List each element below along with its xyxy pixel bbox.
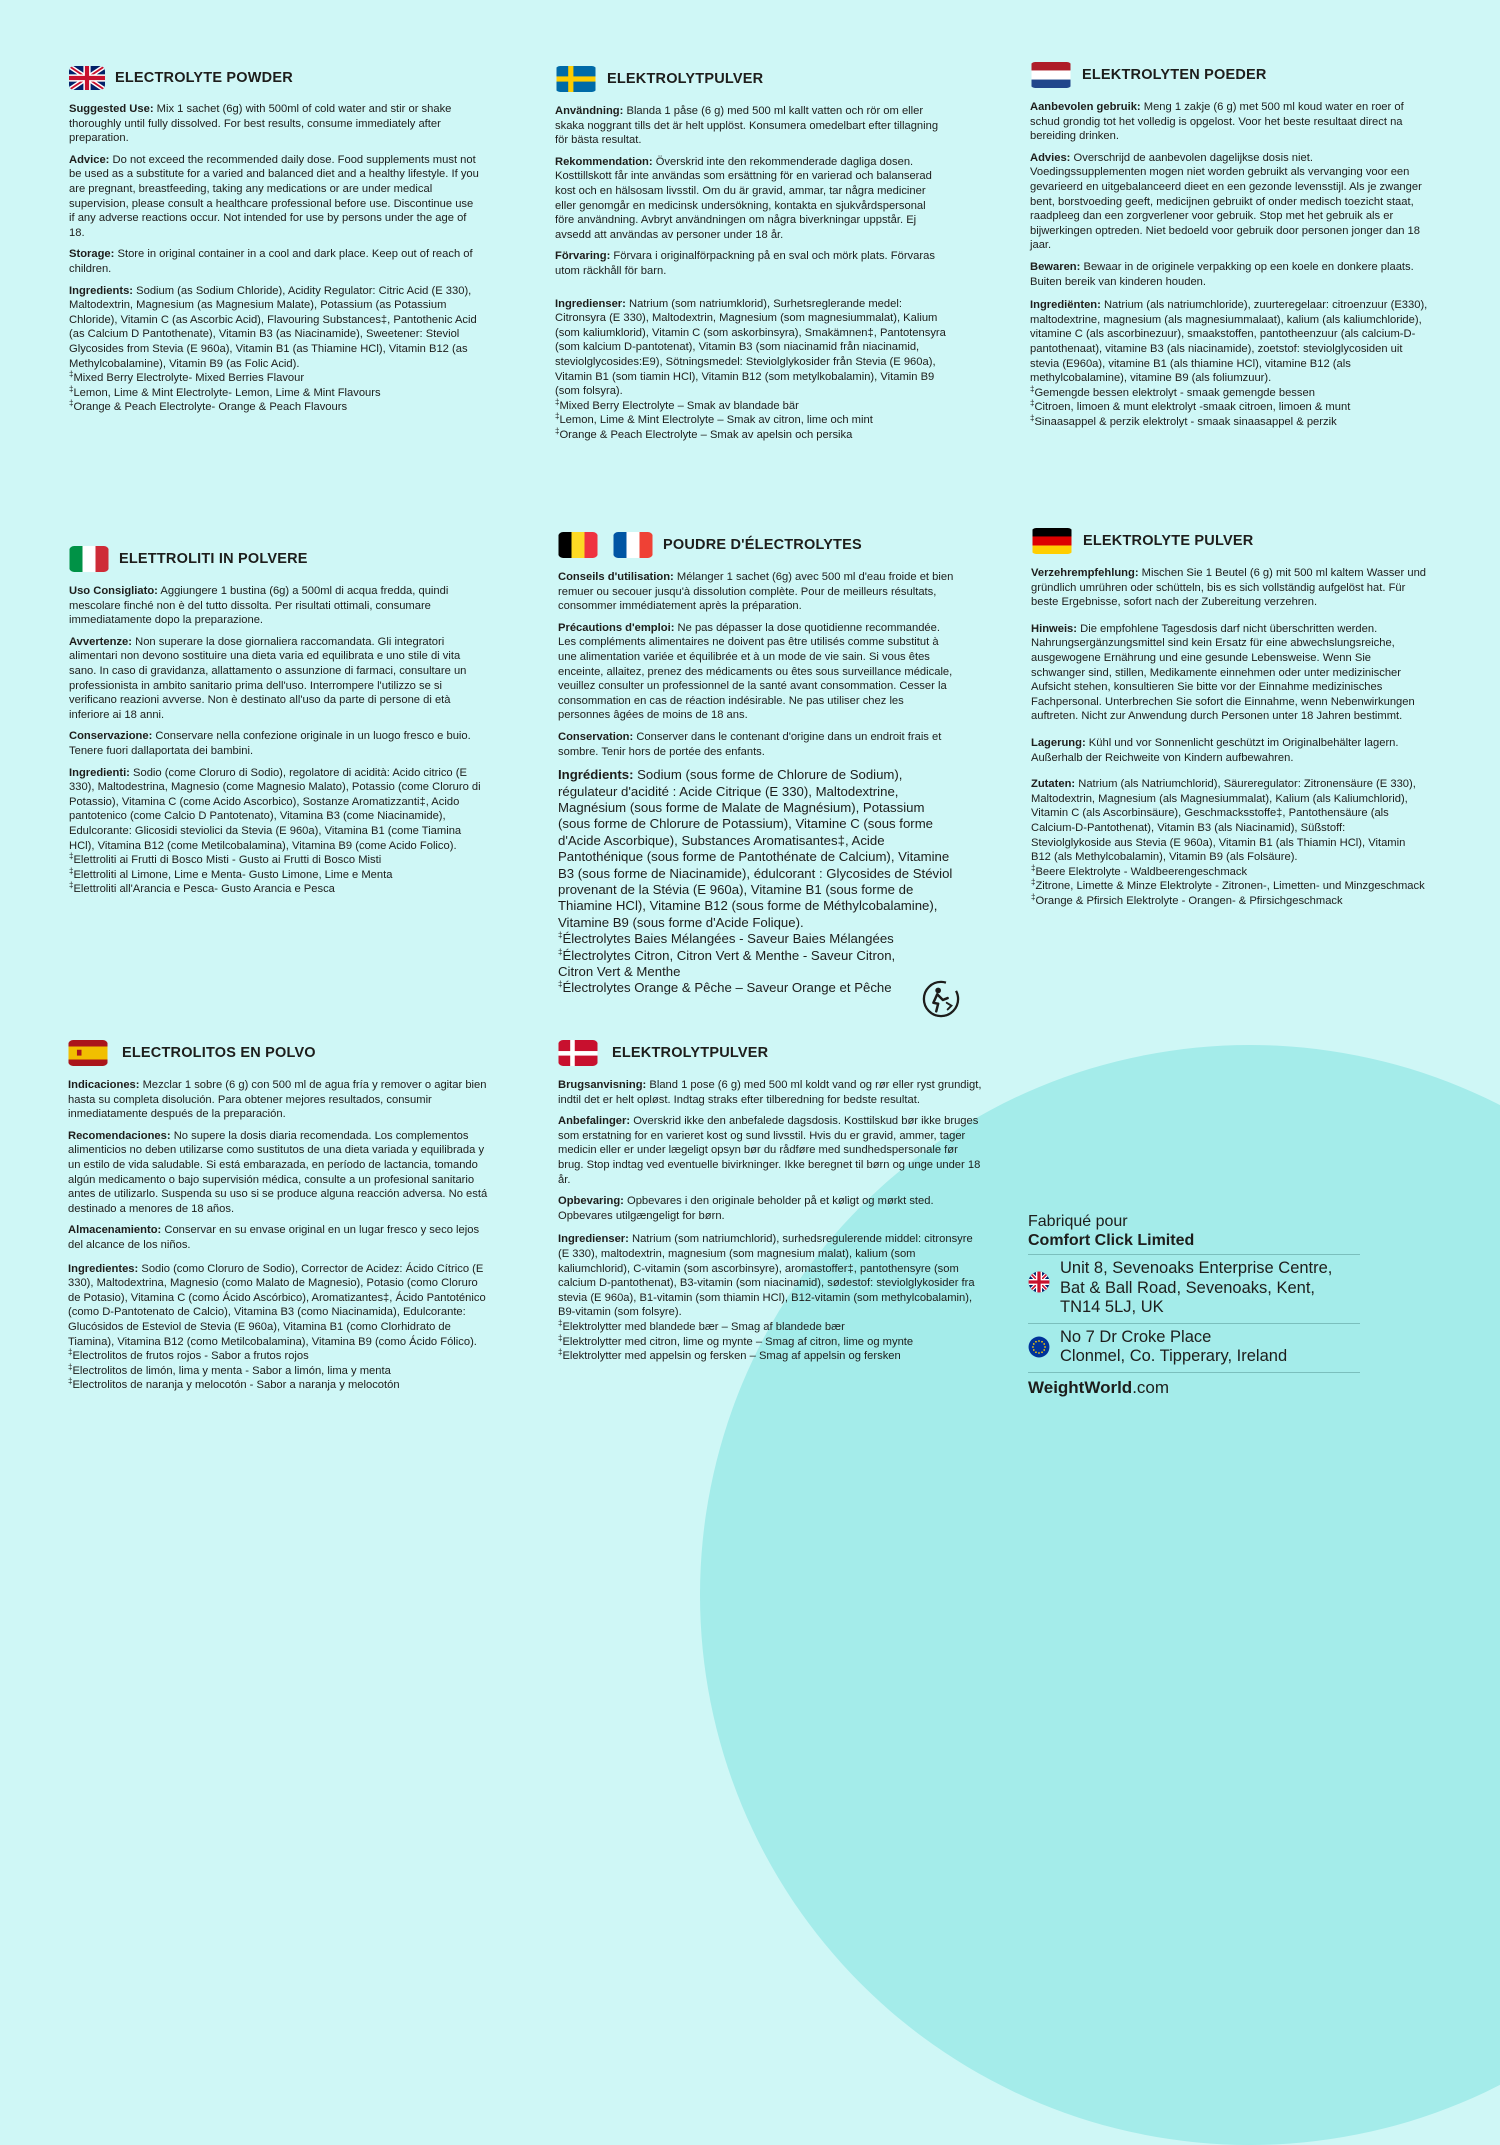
ingredients: Ingredientes: Sodio (como Cloruro de Sodio), Corrector de Acidez: Ácido Cítrico (E 330), Maltodextrina, Magnesio (como Malato de Magnesio), Potasio (como Cloruro de Potasio), Vitamina C (como Ácido Ascórbico), Aromatizantes‡, Ácido Pantoténico (como D-Pantotenato de Calcio), Vitamina B3 (como Niacinamida), Edulcorante: Glucósidos de Esteviol de Stevia (E 960a), Vitamina B1 (como Clorhidrato de Tiamina), Vitamina B12 (como Metilcobalamina), Vitamina B9 (como Ácido Fólico). [68, 1262, 486, 1348]
storage: Opbevaring: Opbevares i den originale beholder på et køligt og mørkt sted. Opbevares utilgængeligt for børn. [558, 1195, 934, 1222]
triman-recycling-icon [922, 980, 960, 1018]
suggested-use: Suggested Use: Mix 1 sachet (6g) with 500ml of cold water and stir or shake thoroughly until fully dissolved. For best results, consume immediately after preparation. [69, 103, 452, 145]
suggested-use: Uso Consigliato: Aggiungere 1 bustina (6g) a 500ml di acqua fredda, quindi mescolare finché non è del tutto dissolta. Per risultati ottimali, consumare immediatamente dopo la preparazione. [69, 585, 449, 627]
storage: Storage: Store in original container in a cool and dark place. Keep out of reach of children. [69, 248, 473, 275]
germany-flag-icon [1031, 528, 1073, 554]
advice: Anbefalinger: Overskrid ikke den anbefalede dagsdosis. Kosttilskud bør ikke bruges som erstatning for en varieret kost og sund livsstil. Hvis du er gravid, ammer, tager medicin eller er under lægeligt opsyn bør du rådføre med sundhedspersonale før brug. Stop indtag ved eventuelle bivirkninger. Ikke beregnet til børn og unge under 18 år. [558, 1115, 981, 1186]
advice: Hinweis: Die empfohlene Tagesdosis darf nicht überschritten werden. Nahrungsergänzungsmittel sind kein Ersatz für eine abwechslungsreiche, ausgewogene Ernährung und eine gesunde Lebensweise. Wenn Sie schwanger sind, stillen, Medikamente einnehmen oder unter medizinischer Aufsicht stehen, konsultieren Sie bitte vor der Einnahme medizinisches Fachpersonal. Unterbrechen Sie sofort die Einnahme, wenn Nebenwirkungen auftreten. Nicht zur Anwendung durch Personen unter 18 Jahren bestimmt. [1031, 622, 1415, 723]
precautions: Précautions d'emploi: Ne pas dépasser la dose quotidienne recommandée. Les compléments alimentaires ne doivent pas être utilisés comme substitut à une alimentation variée et équilibrée et à un mode de vie sain. Si vous êtes enceinte, allaitez, prenez des médicaments ou êtes sous surveillance médicale, veuillez consulter un professionnel de la santé avant consommation. Cesser la consommation en cas de réaction indésirable. Ne pas utiliser chez les personnes âgées de moins de 18 ans. [558, 621, 953, 722]
section-title: ELEKTROLYTEN POEDER [1082, 66, 1267, 83]
manufacturer-block [1028, 1212, 1360, 1398]
section-title: ELECTROLYTE POWDER [115, 69, 293, 86]
ingredients: Ingredienser: Natrium (som natriumchlorid), surhedsregulerende middel: citronsyre (E 330), maltodextrin, magnesium (som magnesium malat), kalium (som kaliumchlorid), C-vitamin (som ascorbinsyre), aromastoffer‡, pantothensyre (som calcium D-pantothenat), B3-vitamin (som niacinamid), sødestof: steviolglykosider fra stevia (E 960a), B1-vitamin (som thiamin HCl), B12-vitamin (som methylcobalamin), B9-vitamin (som folsyre). [558, 1233, 975, 1319]
spain-flag-icon [68, 1040, 108, 1066]
section-header [69, 66, 481, 90]
flavour-line: ‡Lemon, Lime & Mint Electrolyte- Lemon, Lime & Mint Flavours [69, 383, 381, 399]
section-header [1031, 528, 1427, 554]
belgium-flag-icon [558, 532, 598, 558]
recommendation: Verzehrempfehlung: Mischen Sie 1 Beutel (6 g) mit 500 ml kaltem Wasser und gründlich umrühren oder schütteln, bis es sich vollständig aufgelöst hat. Für beste Ergebnisse, sofort nach der Zubereitung verzehren. [1031, 567, 1427, 609]
flavour-line: ‡Électrolytes Orange & Pêche – Saveur Orange et Pêche [558, 980, 892, 996]
section-title: ELETTROLITI IN POLVERE [119, 550, 308, 567]
section-dutch [1030, 62, 1428, 429]
section-header [555, 66, 947, 92]
flavour-line: ‡Elettroliti all'Arancia e Pesca- Gusto Arancia e Pesca [69, 880, 335, 896]
flavour-line: ‡Sinaasappel & perzik elektrolyt - smaak sinaasappel & perzik [1030, 413, 1337, 428]
section-german [1031, 528, 1427, 908]
flavour-line: ‡Citroen, limoen & munt elektrolyt -smaak citroen, limoen & munt [1030, 398, 1351, 414]
section-spanish [68, 1040, 491, 1393]
flavour-line: ‡Electrolitos de limón, lima y menta - Sabor a limón, lima y menta [68, 1361, 391, 1377]
advice: Avvertenze: Non superare la dose giornaliera raccomandata. Gli integratori alimentari non devono sostituire una dieta varia ed equilibrata e uno stile di vita sano. In caso di gravidanza, allattamento o assunzione di farmaci, consultare un professionista in ambito sanitario prima dell'uso. Interrompere l'utilizzo se si verificano reazioni avverse. Non è destinato all'uso da parte di persone di età inferiore ai 18 anni. [69, 635, 467, 721]
section-italian [69, 546, 489, 897]
advice: Recomendaciones: No supere la dosis diaria recomendada. Los complementos alimenticios no deben utilizarse como sustitutos de una dieta variada y equilibrada y un estilo de vida saludable. Si está embarazada, en período de lactancia, tomando algún medicamento o bajo supervisión médica, consulte a un profesional sanitario antes de utilizarlo. Suspenda su uso si se produce alguna reacción adversa. No está destinado a menores de 18 años. [68, 1129, 488, 1215]
section-header [1030, 62, 1428, 88]
section-header [558, 1040, 982, 1066]
directions: Indicaciones: Mezclar 1 sobre (6 g) con 500 ml de agua fría y remover o agitar bien hasta su completa disolución. Para obtener mejores resultados, consumir inmediatamente después de la preparación. [68, 1079, 487, 1121]
france-flag-icon [613, 532, 653, 558]
directions: Brugsanvisning: Bland 1 pose (6 g) med 500 ml koldt vand og rør eller ryst grundigt, indtil det er helt opløst. Indtag straks efter tilberedning for bedste resultat. [558, 1079, 982, 1106]
uk-flag-icon [1028, 1271, 1050, 1293]
flavour-line: ‡Gemengde bessen elektrolyt - smaak gemengde bessen [1030, 383, 1315, 399]
section-title: ELEKTROLYTPULVER [607, 70, 764, 87]
flavour-line: ‡Mixed Berry Electrolyte- Mixed Berries Flavour [69, 369, 305, 385]
brand-website: WeightWorld.com [1028, 1372, 1360, 1398]
section-title: ELECTROLITOS EN POLVO [122, 1044, 316, 1061]
advice: Advies: Overschrijd de aanbevolen dagelijkse dosis niet. Voedingssupplementen mogen niet worden gebruikt als vervanging voor een gevarieerd en uitgebalanceerd dieet en een gezonde levensstijl. Als je zwanger bent, borstvoeding geeft, medicijnen gebruikt of onder medisch toezicht staat, raadpleeg dan een zorgverlener voor gebruik. Stop met het gebruik als er bijwerkingen optreden. Niet bedoeld voor gebruik door personen jonger dan 18 jaar. [1030, 151, 1422, 252]
section-english [69, 66, 481, 415]
storage: Bewaren: Bewaar in de originele verpakking op een koele en donkere plaats. Buiten bereik van kinderen houden. [1030, 260, 1414, 288]
flavour-line: ‡Elettroliti al Limone, Lime e Menta- Gusto Limone, Lime e Menta [69, 865, 393, 881]
section-danish [558, 1040, 982, 1364]
eu-address: No 7 Dr Croke Place Clonmel, Co. Tipperary, Ireland [1060, 1327, 1288, 1365]
flavour-line: ‡Mixed Berry Electrolyte – Smak av blandade bär [555, 396, 799, 412]
section-french [558, 532, 956, 997]
advice: Advice: Do not exceed the recommended daily dose. Food supplements must not be used as a substitute for a varied and balanced diet and a healthy lifestyle. If you are pregnant, breastfeeding, taking any medications or are under medical supervision, please consult a healthcare professional before use. Discontinue use if any adverse reactions occur. Not intended for use by persons under the age of 18. [69, 153, 479, 239]
ingredients: Ingredienti: Sodio (come Cloruro di Sodio), regolatore di acidità: Acido citrico (E 330), Maltodestrina, Magnesio (come Magnesio Malato), Potassio (come Cloruro di Potassio), Vitamina C (come Acido Ascorbico), Sostanze Aromatizzanti‡, Acido pantotenico (come Calcio D Pantotenato), Vitamina B3 (come Niacinamide), Edulcorante: Glicosidi steviolici da Stevia (E 960a), Vitamina B1 (come Tiamina HCl), Vitamina B12 (come Metilcobalamina), Vitamina B9 (come Acido Folico). [69, 766, 481, 852]
eu-address-row [1028, 1323, 1360, 1372]
uk-address: Unit 8, Sevenoaks Enterprise Centre, Bat & Ball Road, Sevenoaks, Kent, TN14 5LJ, UK [1060, 1259, 1333, 1316]
storage: Förvaring: Förvara i originalförpackning på en sval och mörk plats. Förvaras utom räckhåll för barn. [555, 250, 935, 277]
usage-advice: Conseils d'utilisation: Mélanger 1 sachet (6g) avec 500 ml d'eau froide et bien remuer ou secouer jusqu'à dissolution complète. Pour de meilleurs résultats, consommer immédiatement après la préparation. [558, 571, 954, 613]
denmark-flag-icon [558, 1040, 598, 1066]
storage: Conservation: Conserver dans le contenant d'origine dans un endroit frais et sombre. Tenir hors de portée des enfants. [558, 730, 942, 758]
section-title: ELEKTROLYTE PULVER [1083, 532, 1254, 549]
flavour-line: ‡Orange & Pfirsich Elektrolyte - Orangen- & Pfirsichgeschmack [1031, 892, 1343, 907]
ingredients: Ingrediënten: Natrium (als natriumchloride), zuurteregelaar: citroenzuur (E330), maltodextrine, magnesium (als magnesiummalaat), kalium (als kaliumchloride), vitamine C (als ascorbinezuur), smaakstoffen, pantotheenzuur (als calcium-D-pantothenaat), vitamine B3 (als niacinamide), zoetstof: steviolglycosiden uit stevia (E960a), vitamine B1 (als thiamine HCl), vitamine B12 (als methylcobalamine), vitamine B9 (als foliumzuur). [1030, 299, 1428, 385]
ingredients: Zutaten: Natrium (als Natriumchlorid), Säureregulator: Zitronensäure (E 330), Maltodextrin, Magnesium (als Magnesiummalat), Kalium (als Kaliumchlorid), Vitamin C (als Ascorbinsäure), Geschmacksstoffe‡, Pantothensäure (als Calcium-D-Pantothenat), Vitamin B3 (als Niacinamid), Süßstoff: Steviolglykoside aus Stevia (E 960a), Vitamin B1 (als Thiamin HCl), Vitamin B12 (als Methylcobalamin), Vitamin B9 (als Folsäure). [1031, 778, 1416, 864]
storage: Almacenamiento: Conservar en su envase original en un lugar fresco y seco lejos del alcance de los niños. [68, 1224, 480, 1251]
company-name: Comfort Click Limited [1028, 1232, 1195, 1249]
section-title: POUDRE D'ÉLECTROLYTES [663, 536, 862, 553]
netherlands-flag-icon [1030, 62, 1072, 88]
usage: Användning: Blanda 1 påse (6 g) med 500 ml kallt vatten och rör om eller skaka noggrant tills det är helt upplöst. Konsumera omedelbart efter tillagning för bästa resultat. [555, 105, 939, 147]
storage: Conservazione: Conservare nella confezione originale in un luogo fresco e buio. Tenere fuori dallaportata dei bambini. [69, 730, 471, 757]
section-swedish [555, 66, 947, 442]
section-header [68, 1040, 491, 1066]
advice: Rekommendation: Överskrid inte den rekommenderade dagliga dosen. Kosttillskott får inte användas som ersättning för en varierad och balanserad kost och en hälsosam livsstil. Om du är gravid, ammar, tar några mediciner eller genomgår en medicinsk undersökning, kontakta en sjukvårdspersonal före användning. Avbryt användningen om några biverkningar uppstår. Ej avsedd att användas av personer under 18 år. [555, 155, 932, 241]
flavour-line: ‡Orange & Peach Electrolyte – Smak av apelsin och persika [555, 426, 853, 441]
flavour-line: ‡Electrolitos de frutos rojos - Sabor a frutos rojos [68, 1347, 309, 1363]
sweden-flag-icon [555, 66, 597, 92]
flavour-line: ‡Électrolytes Citron, Citron Vert & Menthe - Saveur Citron, Citron Vert & Menthe [558, 947, 896, 979]
flavour-line: ‡Électrolytes Baies Mélangées - Saveur Baies Mélangées [558, 930, 894, 947]
flavour-line: ‡Lemon, Lime & Mint Electrolyte – Smak av citron, lime och mint [555, 411, 873, 427]
section-header [69, 546, 489, 572]
flavour-line: ‡Orange & Peach Electrolyte- Orange & Peach Flavours [69, 398, 348, 414]
recommended-use: Aanbevolen gebruik: Meng 1 zakje (6 g) met 500 ml koud water en roer of schud grondig tot het volledig is opgelost. Voor het beste resultaat direct na bereiding drinken. [1030, 101, 1404, 143]
ingredients: Ingrédients: Sodium (sous forme de Chlorure de Sodium), régulateur d'acidité : Acide Citrique (E 330), Maltodextrine, Magnésium (sous forme de Malate de Magnésium), Potassium (sous forme de Chlorure de Potassium), Vitamine C (sous forme d'Acide Ascorbique), Substances Aromatisantes‡, Acide Pantothénique (sous forme de Pantothénate de Calcium), Vitamine B3 (sous forme de Niacinamide), édulcorant : Glycosides de Stéviol provenant de la Stévia (E 960a), Vitamine B1 (sous forme de Thiamine HCl), Vitamine B12 (sous forme de Méthylcobalamine), Vitamine B9 (sous forme d'Acide Folique). [558, 767, 953, 930]
uk-flag-icon [69, 66, 105, 90]
flavour-line: ‡Zitrone, Limette & Minze Elektrolyte - Zitronen-, Limetten- und Minzgeschmack [1031, 877, 1425, 893]
flavour-line: ‡Electrolitos de naranja y melocotón - Sabor a naranja y melocotón [68, 1376, 400, 1392]
flavour-line: ‡Elettroliti ai Frutti di Bosco Misti - Gusto ai Frutti di Bosco Misti [69, 851, 382, 867]
section-title: ELEKTROLYTPULVER [612, 1044, 769, 1061]
uk-address-row [1028, 1254, 1360, 1323]
storage: Lagerung: Kühl und vor Sonnenlicht geschützt im Originalbehälter lagern. Außerhalb der Reichweite von Kindern aufbewahren. [1031, 736, 1399, 764]
flavour-line: ‡Elektrolytter med appelsin og fersken – Smag af appelsin og fersken [558, 1347, 901, 1363]
eu-flag-icon [1028, 1336, 1050, 1358]
italy-flag-icon [69, 546, 109, 572]
flavour-line: ‡Elektrolytter med citron, lime og mynte – Smag af citron, lime og mynte [558, 1332, 914, 1348]
made-for-label: Fabriqué pour [1028, 1213, 1128, 1230]
section-header [558, 532, 956, 558]
flavour-line: ‡Beere Elektrolyte - Waldbeerengeschmack [1031, 862, 1248, 878]
ingredients: Ingredienser: Natrium (som natriumklorid), Surhetsreglerande medel: Citronsyra (E 330), Maltodextrin, Magnesium (som magnesiummalat), Kalium (som kaliumklorid), Vitamin C (som askorbinsyra), Smakämnen‡, Pantotensyra (som kalcium D-pantotenat), Vitamin B3 (som niacinamid från niacinamid, steviolglycosides:E9), Sötningsmedel: Steviolglykosider från Stevia (E 960a), Vitamin B1 (som tiamin HCl), Vitamin B12 (som metylkobalamin), Vitamin B9 (som folsyra). [555, 297, 946, 398]
flavour-line: ‡Elektrolytter med blandede bær – Smag af blandede bær [558, 1318, 845, 1333]
ingredients: Ingredients: Sodium (as Sodium Chloride), Acidity Regulator: Citric Acid (E 330), Maltodextrin, Magnesium (as Magnesium Malate), Potassium (as Potassium Chloride), Vitamin C (as Ascorbic Acid), Flavouring Substances‡, Pantothenic Acid (as Calcium D Pantothenate), Vitamin B3 (as Niacinamide), Sweetener: Steviol Glycosides from Stevia (E 960a), Vitamin B1 (as Thiamine HCl), Vitamin B12 (as Methylcobalamine), Vitamin B9 (as Folic Acid). [69, 284, 477, 370]
